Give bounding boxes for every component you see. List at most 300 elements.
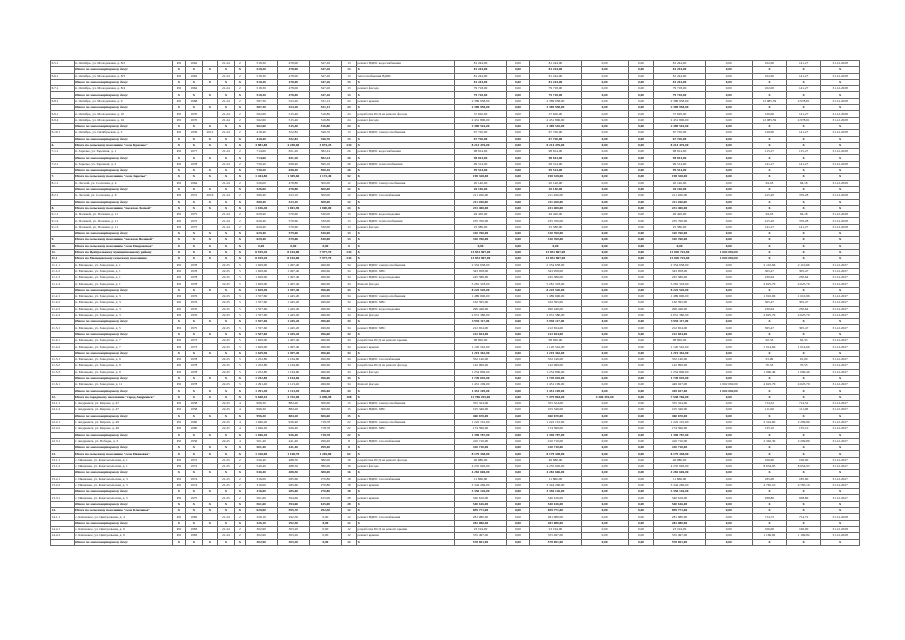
table-cell: X (787, 67, 821, 73)
table-cell: X (752, 508, 786, 514)
table-cell: РО (172, 407, 185, 413)
table-cell: 0,00 (506, 98, 530, 104)
table-cell: X (234, 489, 245, 495)
table-cell: 22.25 (217, 438, 234, 444)
table-cell: РО (172, 111, 185, 117)
table-cell: 0,00 (705, 61, 752, 67)
table-cell: 31.12.2027 (821, 419, 860, 425)
table-cell: 0,00 (581, 319, 628, 325)
table-cell: 13 (341, 73, 356, 79)
table-cell: 0,00 (581, 161, 628, 167)
table-cell: 496,60 (309, 388, 341, 394)
table-cell: 2012 (202, 130, 217, 136)
table-cell: 21.24 (217, 98, 234, 104)
table-cell: 31.12.2028 (821, 86, 860, 92)
table-cell: 0,00 (506, 205, 530, 211)
table-cell: 94,18 (752, 212, 786, 218)
table-cell: 0,00 (581, 419, 628, 425)
table-cell: 516,80 (309, 117, 341, 123)
table-cell: 394,60 (277, 501, 309, 507)
table-cell: 0,00 (628, 306, 654, 312)
table-cell: 346,70 (309, 130, 341, 136)
table-cell: 212 654,00 (530, 331, 581, 337)
table-cell: 478,00 (277, 67, 309, 73)
table-cell: 316,00 (245, 482, 277, 488)
table-cell: 25 580,00 (455, 224, 506, 230)
table-cell: X (821, 237, 860, 243)
table-cell: 0,00 (581, 224, 628, 230)
cell-work-type: Ремонт фасада (356, 312, 454, 318)
table-cell: 714,72 (752, 514, 786, 520)
cell-address: Итого по многоквартирному дому: (74, 199, 172, 205)
table-cell: 0,00 (506, 281, 530, 287)
table-cell: 290 446,00 (530, 306, 581, 312)
table-cell: 2 354 658,00 (455, 262, 506, 268)
table-cell: 0,00 (581, 287, 628, 293)
table-cell: 292,50 (309, 508, 341, 514)
table-cell: 21.25 (217, 495, 234, 501)
table-cell: РО (172, 457, 185, 463)
table-cell: 1 001,90 (277, 205, 309, 211)
table-cell: 0,00 (581, 275, 628, 281)
table-cell: 0,00 (705, 174, 752, 180)
table-cell: 0,00 (705, 186, 752, 192)
table-cell: 0,00 (506, 237, 530, 243)
table-cell: 496,60 (309, 382, 341, 388)
table-cell: 518,30 (245, 73, 277, 79)
table-cell: X (217, 539, 234, 545)
table-cell: 13 (341, 212, 356, 218)
table-cell: 0,00 (506, 79, 530, 85)
cell-number: 6. (51, 142, 75, 148)
table-cell: X (787, 79, 821, 85)
table-cell: 31.12.2027 (821, 325, 860, 331)
table-cell: 162 595,00 (455, 300, 506, 306)
table-cell: 1973 (185, 338, 202, 344)
cell-number: 13.2.2 (51, 482, 75, 488)
table-cell: 1 265,80 (309, 451, 341, 457)
table-cell: 0,00 (628, 539, 654, 545)
table-cell: 0,00 (628, 186, 654, 192)
table-cell: 98 820,00 (654, 338, 705, 344)
table-cell: 1976 (185, 312, 202, 318)
table-cell: 22.25 (217, 300, 234, 306)
table-cell: 0,00 (705, 275, 752, 281)
table-cell: X (821, 186, 860, 192)
table-cell: 316,00 (245, 476, 277, 482)
cell-work-type: ремонт ВДИС теплоснабжения (356, 218, 454, 224)
table-cell: 230,64 (787, 306, 821, 312)
table-cell: X (185, 470, 202, 476)
table-cell: 0,00 (506, 224, 530, 230)
table-cell: 91,09 (752, 356, 786, 362)
table-cell: X (821, 470, 860, 476)
table-cell: 555 497,00 (530, 533, 581, 539)
table-cell: 22.25 (217, 262, 234, 268)
table-cell: 0,00 (628, 495, 654, 501)
table-cell: 31.12.2027 (821, 382, 860, 388)
table-cell: X (787, 249, 821, 255)
table-cell: 0,00 (705, 142, 752, 148)
table-cell: 8 919,20 (245, 249, 277, 255)
table-cell: X (752, 470, 786, 476)
table-cell: X (787, 231, 821, 237)
table-cell: X (217, 388, 234, 394)
table-cell: X (185, 508, 202, 514)
table-cell: 0,00 (506, 470, 530, 476)
table-cell: 0,00 (581, 130, 628, 136)
cell-address: п. Лесной, ул. Сосновая, д. 4 (74, 180, 172, 186)
table-cell: 310 760,00 (530, 231, 581, 237)
table-cell: 1960 (185, 426, 202, 432)
table-cell: 245 586,00 (654, 275, 705, 281)
table-cell: 0,00 (581, 426, 628, 432)
table-cell: 281 080,00 (654, 514, 705, 520)
table-cell: 245 586,00 (455, 275, 506, 281)
table-cell: 0,00 (309, 243, 341, 249)
table-cell: 22.25 (217, 293, 234, 299)
table-cell: 270,80 (309, 482, 341, 488)
table-cell: X (234, 413, 245, 419)
cell-address: п. Октябрь, ул. Молодежная, д. 8/4 (74, 86, 172, 92)
cell-number: 7.2.1 (51, 161, 75, 167)
cell-number: 9.1.2 (51, 218, 75, 224)
cell-address: Итого по многоквартирному дому: (74, 413, 172, 419)
table-cell: 234 (341, 142, 356, 148)
table-cell: 31.12.2028 (821, 149, 860, 155)
table-cell: X (172, 199, 185, 205)
table-cell: X (787, 394, 821, 400)
table-cell: 478,80 (277, 180, 309, 186)
table-cell: 235 760,00 (455, 218, 506, 224)
table-cell: 0,00 (628, 105, 654, 111)
table-cell: 7 977,70 (309, 249, 341, 255)
table-cell: 99 514,00 (654, 161, 705, 167)
cell-work-type: X (356, 231, 454, 237)
table-cell: 0,00 (581, 356, 628, 362)
table-cell: 13 (341, 231, 356, 237)
table-cell: X (821, 256, 860, 262)
table-cell: 0,00 (705, 312, 752, 318)
cell-work-type: ремонт ВДИС газоснабжения (356, 438, 454, 444)
table-cell: 496,60 (309, 287, 341, 293)
table-cell: 310 760,00 (654, 231, 705, 237)
table-cell: 1978 (185, 275, 202, 281)
cell-work-type: ремонт ВДИС водоснабжения (356, 149, 454, 155)
table-cell: 651,20 (277, 155, 309, 161)
cell-address: Итого по Мальцевскому сельскому поселению (74, 256, 172, 262)
table-cell: X (202, 199, 217, 205)
table-cell: 347,26 (309, 67, 341, 73)
table-cell: X (752, 287, 786, 293)
table-cell: 0,00 (628, 205, 654, 211)
cell-address: г. Андреевск, ул. Кирова, д. 49 (74, 419, 172, 425)
table-cell: 0,00 (506, 256, 530, 262)
table-cell: 540 616,00 (654, 495, 705, 501)
cell-work-type: ремонт ВДИС водоснабжения (356, 61, 454, 67)
cell-address: п. Мальцево, ул. Заводская, д. 7 (74, 344, 172, 350)
table-cell: 478,00 (277, 61, 309, 67)
table-cell: 21.24 (217, 130, 234, 136)
table-cell: 0,00 (628, 331, 654, 337)
table-cell: 37 620,00 (455, 111, 506, 117)
table-cell: X (787, 243, 821, 249)
table-cell: 376,28 (787, 193, 821, 199)
table-cell: 4 625,79 (752, 312, 786, 318)
table-cell: 347,26 (309, 73, 341, 79)
table-cell: 0,00 (506, 426, 530, 432)
cell-number: 6.8.1 (51, 98, 75, 104)
table-cell: X (185, 432, 202, 438)
table-cell: 1972 (185, 457, 202, 463)
table-cell: 67 720,00 (654, 130, 705, 136)
table-cell: 16 (341, 464, 356, 470)
table-cell: 496,60 (309, 344, 341, 350)
table-cell: X (787, 186, 821, 192)
cell-work-type: ремонт ВДИС ХВС (356, 325, 454, 331)
table-cell: 0,00 (628, 533, 654, 539)
table-cell: РО (172, 281, 185, 287)
table-cell: 13 (341, 237, 356, 243)
table-cell: 0,00 (506, 489, 530, 495)
cell-work-type: X (356, 79, 454, 85)
table-cell: 1978 (185, 356, 202, 362)
table-cell: 46 680,00 (530, 457, 581, 463)
table-cell: X (172, 174, 185, 180)
table-cell: 99 514,00 (530, 168, 581, 174)
table-cell: 0,00 (277, 243, 309, 249)
table-cell: 515,40 (277, 123, 309, 129)
table-cell: 12 (341, 539, 356, 545)
table-cell: X (752, 350, 786, 356)
table-cell: 2 (234, 212, 245, 218)
cell-number: 11.5.3 (51, 369, 75, 375)
table-cell: РО (172, 426, 185, 432)
table-cell: 34 (341, 338, 356, 344)
table-cell: 34 (341, 382, 356, 388)
table-cell: РО (172, 224, 185, 230)
table-cell: 8 163,80 (277, 256, 309, 262)
table-cell: 2 389 958,00 (455, 105, 506, 111)
table-cell: 343 958,00 (530, 268, 581, 274)
table-cell: 290 446,00 (654, 306, 705, 312)
table-cell: 1 120 542,00 (455, 344, 506, 350)
table-cell: 2 362,30 (752, 438, 786, 444)
table-cell: 92,33 (787, 338, 821, 344)
table-cell: 2 096,90 (309, 394, 341, 400)
table-cell: X (234, 105, 245, 111)
table-cell: 478,80 (277, 186, 309, 192)
table-cell: 12 (341, 520, 356, 526)
cell-work-type: X (356, 186, 454, 192)
table-cell: 21.24 (217, 180, 234, 186)
table-cell: 174 596,00 (455, 426, 506, 432)
table-cell: 18 (341, 489, 356, 495)
table-cell: 211 260,00 (654, 193, 705, 199)
table-cell: 629,00 (245, 508, 277, 514)
table-cell: 23 194,00 (654, 526, 705, 532)
table-cell: 531,12 (309, 98, 341, 104)
table-cell: X (821, 243, 860, 249)
table-cell: 0,00 (705, 533, 752, 539)
table-cell: X (234, 123, 245, 129)
table-cell: 1 254 806,00 (530, 369, 581, 375)
table-cell: X (821, 174, 860, 180)
cell-address: Итого по многоквартирному дому: (74, 186, 172, 192)
table-cell: 5 (234, 312, 245, 318)
table-cell: 0,00 (628, 268, 654, 274)
table-cell: X (202, 256, 217, 262)
table-cell: 523,20 (277, 98, 309, 104)
table-cell: 142 099,00 (455, 363, 506, 369)
table-cell: 0,00 (628, 363, 654, 369)
table-cell: 79 718,00 (530, 86, 581, 92)
table-cell: 410 710,00 (530, 438, 581, 444)
table-cell: 0,00 (581, 61, 628, 67)
table-cell: 24 (341, 105, 356, 111)
cell-work-type: X (356, 319, 454, 325)
table-cell: 355 324,00 (455, 401, 506, 407)
table-cell: 4 (234, 407, 245, 413)
table-cell: 20 140,00 (654, 180, 705, 186)
table-cell: 2 051 380,00 (530, 312, 581, 318)
table-cell: 0,00 (705, 401, 752, 407)
table-cell: 0,00 (581, 451, 628, 457)
table-cell: 996,30 (245, 413, 277, 419)
table-cell: X (821, 136, 860, 142)
table-cell: 0,00 (506, 350, 530, 356)
table-cell: 2 (234, 61, 245, 67)
table-cell: 141,27 (787, 130, 821, 136)
table-cell: 0,00 (705, 155, 752, 161)
table-cell: X (787, 388, 821, 394)
table-cell: 1 164,60 (277, 369, 309, 375)
table-cell: 0,00 (506, 388, 530, 394)
table-cell: 0,00 (628, 142, 654, 148)
table-cell: X (172, 331, 185, 337)
table-cell: 99 514,00 (654, 168, 705, 174)
table-cell: 1974 (185, 482, 202, 488)
table-cell: 0,00 (705, 268, 752, 274)
table-cell: 0,00 (506, 520, 530, 526)
table-cell: 3 356 126,00 (530, 489, 581, 495)
table-cell: 0,00 (506, 174, 530, 180)
table-cell: 1 749 045,00 (455, 375, 506, 381)
table-cell: 0,00 (581, 117, 628, 123)
table-cell: 0,00 (705, 262, 752, 268)
cell-address: Итого по многоквартирному дому: (74, 375, 172, 381)
table-cell: 49 420,00 (654, 212, 705, 218)
table-cell: X (202, 451, 217, 457)
table-cell: 1 629,90 (245, 344, 277, 350)
table-cell: 0,00 (705, 432, 752, 438)
table-cell: 8 225 520,00 (654, 287, 705, 293)
table-cell: 31.12.2028 (821, 193, 860, 199)
table-cell: X (821, 287, 860, 293)
table-cell: 235 760,00 (530, 218, 581, 224)
table-cell: X (172, 489, 185, 495)
table-cell: 380,00 (309, 470, 341, 476)
table-cell: X (752, 331, 786, 337)
table-cell: X (202, 508, 217, 514)
table-cell: 0,00 (581, 369, 628, 375)
table-cell: X (787, 501, 821, 507)
cell-work-type: X (356, 413, 454, 419)
table-cell: 1958 (185, 401, 202, 407)
cell-work-type: X (356, 136, 454, 142)
table-cell: 376,28 (787, 218, 821, 224)
table-cell: X (172, 168, 185, 174)
table-cell: 141,27 (787, 73, 821, 79)
table-cell: 31.12.2027 (821, 476, 860, 482)
table-cell: X (217, 136, 234, 142)
table-cell: 562,60 (245, 117, 277, 123)
table-cell: X (752, 199, 786, 205)
table-cell: 1 164,60 (277, 375, 309, 381)
table-cell: X (787, 520, 821, 526)
table-cell: 530,00 (309, 237, 341, 243)
cell-work-type: ремонт ВДИС электроснабжения (356, 180, 454, 186)
table-cell: 141,27 (752, 161, 786, 167)
table-cell: X (185, 243, 202, 249)
table-cell: 34 (341, 306, 356, 312)
cell-number: 6.7.1 (51, 86, 75, 92)
table-cell: 5 (234, 306, 245, 312)
cell-work-type: X (356, 249, 454, 255)
table-cell: 1 002 082,00 (705, 382, 752, 388)
table-cell: 142 099,00 (654, 363, 705, 369)
table-cell: 496,60 (309, 319, 341, 325)
table-cell: 506,60 (309, 407, 341, 413)
table-cell: X (185, 501, 202, 507)
table-cell: 1974 (185, 476, 202, 482)
table-cell: 34 (341, 331, 356, 337)
table-cell: 0,00 (506, 508, 530, 514)
table-cell: 8 654,93 (752, 464, 786, 470)
table-cell: РО (172, 306, 185, 312)
table-cell: X (234, 243, 245, 249)
table-cell: 0,00 (506, 212, 530, 218)
table-cell: X (172, 142, 185, 148)
table-cell: X (752, 256, 786, 262)
table-cell: 615,00 (309, 495, 341, 501)
table-cell: X (752, 451, 786, 457)
table-cell: 0,00 (705, 426, 752, 432)
table-cell: X (787, 237, 821, 243)
table-cell: 561,60 (245, 501, 277, 507)
table-cell: X (821, 168, 860, 174)
cell-address: Итого по многоквартирному дому: (74, 136, 172, 142)
table-cell: X (185, 350, 202, 356)
cell-address: Итого по многоквартирному дому: (74, 470, 172, 476)
table-cell: 0,00 (705, 445, 752, 451)
cell-address: п. Мальцево, ул. Заводская, д. 11 (74, 382, 172, 388)
table-cell: 31.12.2028 (821, 514, 860, 520)
table-cell: 926,40 (277, 419, 309, 425)
table-cell: 516,80 (309, 111, 341, 117)
cell-address: п. Октябрь, ул. Молодежная, д. 9 (74, 98, 172, 104)
table-cell: X (217, 92, 234, 98)
table-cell: X (234, 451, 245, 457)
table-cell: 0,00 (628, 287, 654, 293)
table-cell: 81 244,00 (455, 67, 506, 73)
table-cell: 0,00 (581, 231, 628, 237)
table-cell: 0,00 (628, 231, 654, 237)
cell-address: Итого по сельскому поселению "поселок Лесной" (74, 205, 172, 211)
table-cell: 1 749 045,00 (530, 375, 581, 381)
table-cell: 1 164,60 (277, 356, 309, 362)
table-cell: 441,40 (277, 445, 309, 451)
